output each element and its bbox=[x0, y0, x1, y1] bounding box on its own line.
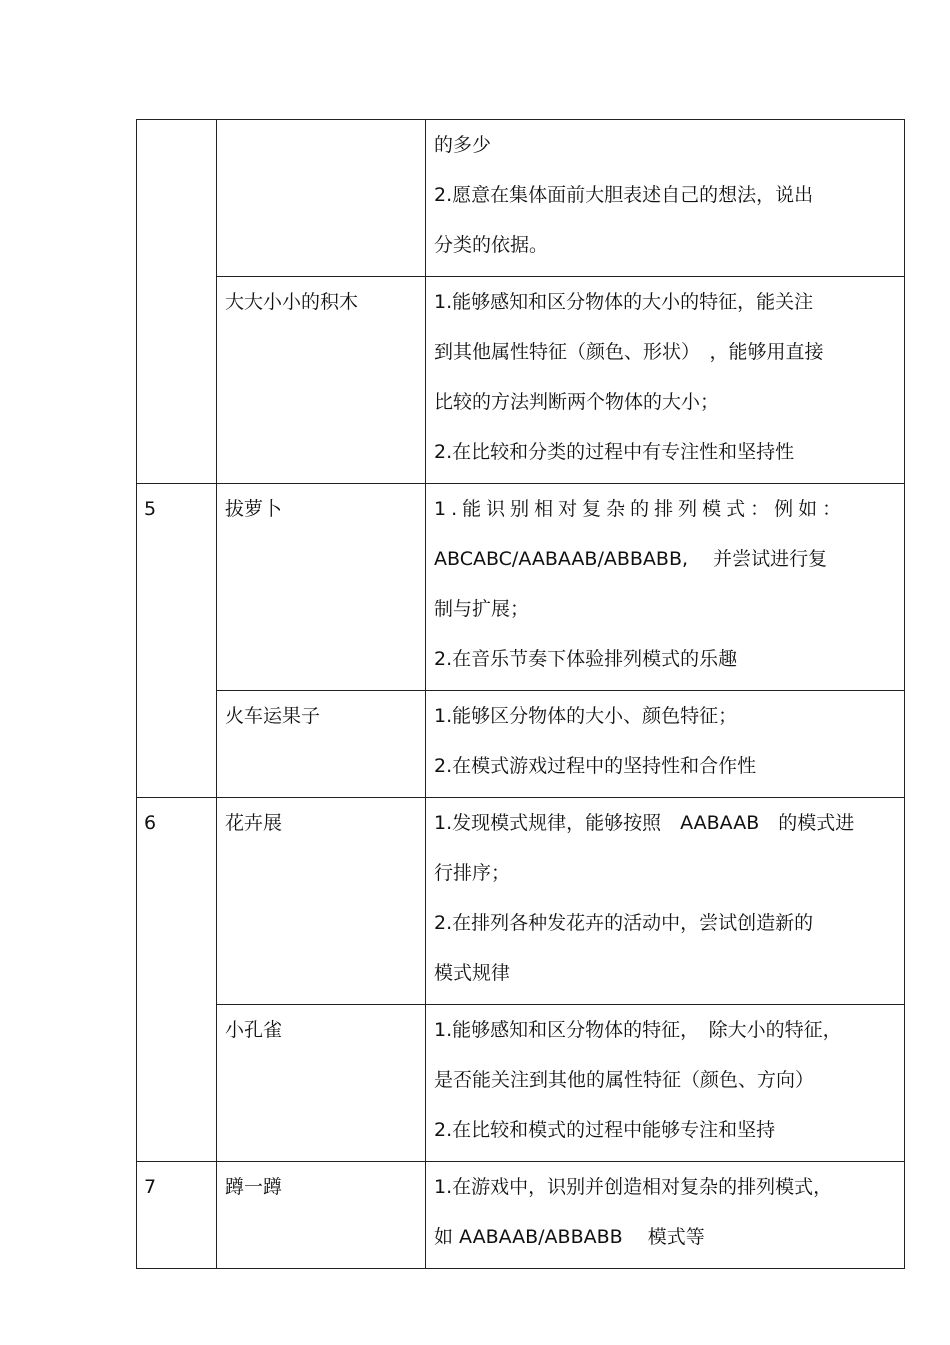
cell-number bbox=[137, 1162, 217, 1269]
cell-number bbox=[137, 484, 217, 798]
goal-line: ABCABC/AABAAB/ABBABB, 并尝试进行复 bbox=[434, 548, 828, 570]
activity-name: 火车运果子 bbox=[225, 705, 321, 727]
cell-activity bbox=[217, 120, 426, 277]
cell-goals bbox=[426, 277, 905, 484]
row-number: 5 bbox=[144, 498, 157, 520]
cell-activity bbox=[217, 1005, 426, 1162]
goal-line: 到其他属性特征（颜色、形状） ，能够用直接 bbox=[434, 341, 824, 363]
table-row bbox=[137, 277, 905, 484]
goal-line: 如 AABAAB/ABBABB 模式等 bbox=[434, 1226, 705, 1248]
activity-goals-table bbox=[136, 119, 905, 1269]
goal-line: 1.能够感知和区分物体的特征， 除大小的特征， bbox=[434, 1019, 842, 1041]
cell-goals bbox=[426, 484, 905, 691]
goal-line: 行排序； bbox=[434, 862, 511, 884]
cell-activity bbox=[217, 277, 426, 484]
table-row bbox=[137, 691, 905, 798]
goal-line: 2.在排列各种发花卉的活动中，尝试创造新的 bbox=[434, 912, 814, 934]
activity-name: 小孔雀 bbox=[225, 1019, 283, 1041]
cell-goals bbox=[426, 120, 905, 277]
table-row bbox=[137, 1005, 905, 1162]
cell-activity bbox=[217, 1162, 426, 1269]
cell-number bbox=[137, 120, 217, 484]
table-row bbox=[137, 1162, 905, 1269]
table-row bbox=[137, 798, 905, 1005]
goal-line: 1.能识别相对复杂的排列模式：例如： bbox=[434, 498, 847, 520]
activity-name: 蹲一蹲 bbox=[225, 1176, 283, 1198]
cell-goals bbox=[426, 691, 905, 798]
cell-goals bbox=[426, 798, 905, 1005]
activity-name: 花卉展 bbox=[225, 812, 283, 834]
goal-line: 2.在比较和模式的过程中能够专注和坚持 bbox=[434, 1119, 776, 1141]
goal-line: 制与扩展； bbox=[434, 598, 530, 620]
table-row bbox=[137, 484, 905, 691]
goal-line: 是否能关注到其他的属性特征（颜色、方向） bbox=[434, 1069, 815, 1091]
goal-line: 2.在比较和分类的过程中有专注性和坚持性 bbox=[434, 441, 795, 463]
goal-line: 1.能够感知和区分物体的大小的特征，能关注 bbox=[434, 291, 814, 313]
goal-line: 2.愿意在集体面前大胆表述自己的想法，说出 bbox=[434, 184, 814, 206]
activity-name: 大大小小的积木 bbox=[225, 291, 359, 313]
goal-line: 2.在音乐节奏下体验排列模式的乐趣 bbox=[434, 648, 738, 670]
goal-line: 的多少 bbox=[434, 134, 492, 156]
row-number: 7 bbox=[144, 1176, 157, 1198]
goal-line: 分类的依据。 bbox=[434, 234, 549, 256]
row-number: 6 bbox=[144, 812, 157, 834]
goal-line: 1.发现模式规律，能够按照 AABAAB 的模式进 bbox=[434, 812, 855, 834]
goal-line: 2.在模式游戏过程中的坚持性和合作性 bbox=[434, 755, 757, 777]
goal-line: 模式规律 bbox=[434, 962, 511, 984]
cell-goals bbox=[426, 1162, 905, 1269]
table-row bbox=[137, 120, 905, 277]
cell-activity bbox=[217, 691, 426, 798]
cell-number bbox=[137, 798, 217, 1162]
goal-line: 1.能够区分物体的大小、颜色特征； bbox=[434, 705, 738, 727]
cell-activity bbox=[217, 484, 426, 691]
cell-activity bbox=[217, 798, 426, 1005]
cell-goals bbox=[426, 1005, 905, 1162]
activity-name: 拔萝卜 bbox=[225, 498, 283, 520]
goal-line: 比较的方法判断两个物体的大小； bbox=[434, 391, 720, 413]
goal-line: 1.在游戏中，识别并创造相对复杂的排列模式， bbox=[434, 1176, 833, 1198]
